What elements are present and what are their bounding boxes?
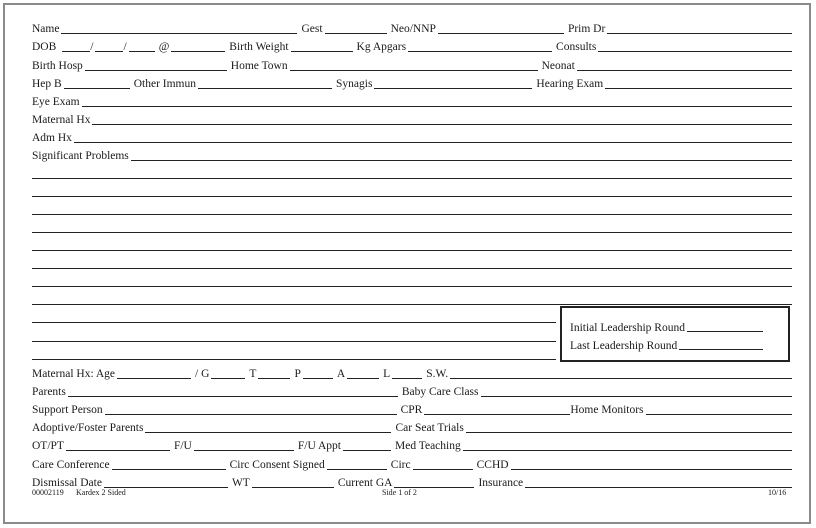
dob-day-field[interactable] (95, 39, 123, 52)
prim-dr-field[interactable] (607, 21, 792, 34)
row-care-conference (32, 456, 792, 472)
form-kardex-label: Kardex 2 Sided (76, 488, 126, 497)
car-seat-trials-field[interactable] (466, 420, 792, 433)
birth-weight-field[interactable] (291, 39, 353, 52)
row-hep-b (32, 75, 792, 91)
problem-line[interactable] (32, 341, 556, 342)
adm-hx-label: Adm Hx (32, 132, 72, 144)
kg-apgars-label: Kg Apgars (356, 41, 407, 53)
dismissal-date-label: Dismissal Date (32, 477, 102, 489)
med-teaching-field[interactable] (463, 438, 792, 451)
significant-problems-label: Significant Problems (32, 150, 129, 162)
page-side: Side 1 of 2 (382, 488, 417, 497)
eye-exam-label: Eye Exam (32, 96, 80, 108)
leadership-round-box (560, 306, 790, 362)
row-adoptive (32, 419, 792, 435)
wt-field[interactable] (252, 475, 334, 488)
last-leadership-field[interactable] (679, 337, 763, 350)
last-leadership-label: Last Leadership Round (570, 340, 678, 352)
cchd-label: CCHD (476, 459, 509, 471)
birth-hosp-field[interactable] (85, 58, 227, 71)
row-maternal-hx (32, 111, 792, 127)
problem-line[interactable] (32, 196, 792, 197)
eye-exam-field[interactable] (82, 94, 792, 107)
circ-consent-label: Circ Consent Signed (229, 459, 325, 471)
adm-hx-field[interactable] (74, 130, 792, 143)
support-person-label: Support Person (32, 404, 103, 416)
synagis-field[interactable] (374, 76, 532, 89)
p-field[interactable] (303, 366, 333, 379)
hep-b-field[interactable] (64, 76, 130, 89)
neonat-field[interactable] (577, 58, 792, 71)
sw-field[interactable] (450, 366, 792, 379)
care-conference-field[interactable] (112, 457, 226, 470)
circ-label: Circ (390, 459, 411, 471)
form-revision-date: 10/16 (768, 488, 787, 497)
circ-consent-field[interactable] (327, 457, 387, 470)
baby-care-class-label: Baby Care Class (401, 386, 479, 398)
baby-care-class-field[interactable] (481, 384, 792, 397)
maternal-hx-label: Maternal Hx (32, 114, 91, 126)
name-field[interactable] (61, 21, 297, 34)
problem-line[interactable] (32, 232, 792, 233)
initial-leadership-label: Initial Leadership Round (570, 322, 685, 334)
gest-label: Gest (301, 23, 323, 35)
row-dob (32, 38, 792, 54)
row-maternal-age (32, 365, 792, 381)
home-monitors-field[interactable] (646, 402, 792, 415)
circ-field[interactable] (413, 457, 473, 470)
problem-line[interactable] (32, 178, 792, 179)
home-town-label: Home Town (230, 60, 288, 72)
row-significant-problems (32, 147, 792, 163)
last-leadership-row (570, 336, 763, 352)
row-eye-exam (32, 93, 792, 109)
consults-label: Consults (556, 41, 597, 53)
birth-weight-label: Birth Weight (229, 41, 289, 53)
a-field[interactable] (347, 366, 379, 379)
p-label: P (294, 368, 301, 380)
dob-month-field[interactable] (62, 39, 90, 52)
problem-line[interactable] (32, 322, 556, 323)
adoptive-foster-label: Adoptive/Foster Parents (32, 422, 144, 434)
gest-field[interactable] (325, 21, 387, 34)
row-name (32, 20, 792, 36)
other-immun-label: Other Immun (133, 78, 196, 90)
care-conference-label: Care Conference (32, 459, 110, 471)
fu-field[interactable] (194, 438, 294, 451)
car-seat-trials-label: Car Seat Trials (395, 422, 464, 434)
prim-dr-label: Prim Dr (567, 23, 606, 35)
med-teaching-label: Med Teaching (395, 440, 461, 452)
row-parents (32, 383, 792, 399)
initial-leadership-field[interactable] (687, 319, 763, 332)
problem-line[interactable] (32, 359, 556, 360)
insurance-label: Insurance (478, 477, 524, 489)
current-ga-label: Current GA (337, 477, 393, 489)
synagis-label: Synagis (336, 78, 373, 90)
problem-line[interactable] (32, 304, 792, 305)
row-support-person (32, 401, 792, 417)
insurance-field[interactable] (525, 475, 792, 488)
neonat-label: Neonat (541, 60, 575, 72)
row-ot-pt (32, 437, 792, 453)
parents-field[interactable] (68, 384, 398, 397)
problem-line[interactable] (32, 268, 792, 269)
cchd-field[interactable] (511, 457, 792, 470)
hearing-exam-label: Hearing Exam (536, 78, 604, 90)
home-town-field[interactable] (290, 58, 538, 71)
maternal-age-field[interactable] (117, 366, 191, 379)
ot-pt-label: OT/PT (32, 440, 64, 452)
l-label: L (383, 368, 391, 380)
maternal-age-label: Maternal Hx: Age (32, 368, 116, 380)
a-label: A (336, 368, 346, 380)
maternal-hx-field[interactable] (92, 112, 792, 125)
hearing-exam-field[interactable] (605, 76, 792, 89)
dob-slash-2: / (123, 41, 127, 53)
apgars-field[interactable] (408, 39, 552, 52)
fu-appt-label: F/U Appt (297, 440, 341, 452)
birth-hosp-label: Birth Hosp (32, 60, 83, 72)
dob-slash-1: / (90, 41, 94, 53)
sw-label: S.W. (426, 368, 449, 380)
time-at-label: @ (158, 41, 170, 53)
t-label: T (249, 368, 257, 380)
hep-b-label: Hep B (32, 78, 62, 90)
g-label: / G (195, 368, 210, 380)
cpr-label: CPR (400, 404, 423, 416)
ot-pt-field[interactable] (66, 438, 170, 451)
home-monitors-label: Home Monitors (570, 404, 644, 416)
adoptive-foster-field[interactable] (145, 420, 391, 433)
birth-time-field[interactable] (171, 39, 225, 52)
initial-leadership-row (570, 318, 763, 334)
name-label: Name (32, 23, 60, 35)
dismissal-date-field[interactable] (104, 475, 228, 488)
row-birth-hosp (32, 57, 792, 73)
g-field[interactable] (211, 366, 245, 379)
problem-line[interactable] (32, 286, 792, 287)
wt-label: WT (231, 477, 250, 489)
dob-year-field[interactable] (129, 39, 155, 52)
consults-field[interactable] (598, 39, 792, 52)
row-adm-hx (32, 129, 792, 145)
significant-problems-field[interactable] (131, 148, 792, 161)
parents-label: Parents (32, 386, 66, 398)
fu-appt-field[interactable] (343, 438, 391, 451)
problem-line[interactable] (32, 250, 792, 251)
l-field[interactable] (392, 366, 422, 379)
neo-nnp-label: Neo/NNP (390, 23, 436, 35)
cpr-field[interactable] (424, 402, 570, 415)
dob-label: DOB (32, 41, 57, 53)
support-person-field[interactable] (105, 402, 397, 415)
current-ga-field[interactable] (394, 475, 474, 488)
problem-line[interactable] (32, 214, 792, 215)
form-code: 00002119 (32, 488, 64, 497)
fu-label: F/U (173, 440, 192, 452)
t-field[interactable] (258, 366, 290, 379)
neo-nnp-field[interactable] (438, 21, 564, 34)
other-immun-field[interactable] (198, 76, 332, 89)
